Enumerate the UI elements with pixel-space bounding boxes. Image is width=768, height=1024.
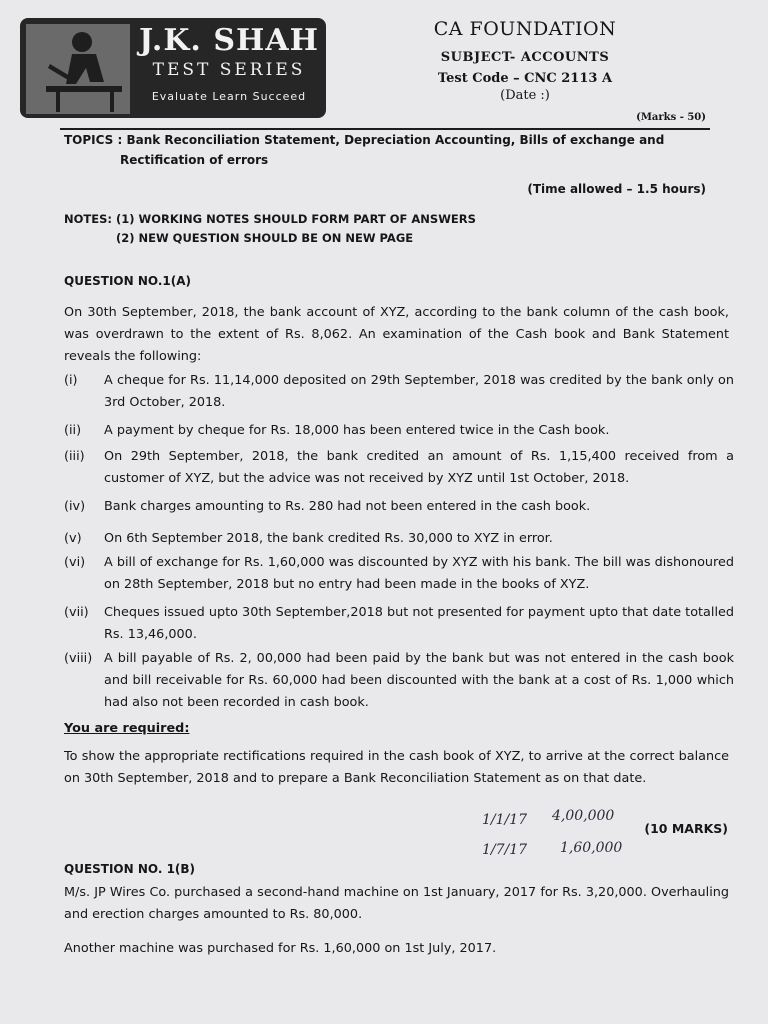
- list-item: [64, 648, 734, 714]
- question-1a-intro: On 30th September, 2018, the bank account of XYZ, according to the bank column of the cash book, was overdrawn to the extent of Rs. 8,062. An examination of the Cash book and Bank Statement reveals the following:: [64, 305, 729, 364]
- item-text: On 6th September 2018, the bank credited Rs. 30,000 to XYZ in error.: [104, 531, 553, 546]
- notes-line2: (2) NEW QUESTION SHOULD BE ON NEW PAGE: [116, 231, 414, 245]
- list-item: [64, 528, 734, 550]
- item-text: A cheque for Rs. 11,14,000 deposited on 29th September, 2018 was credited by the bank only on 3rd October, 2018.: [104, 373, 734, 410]
- item-number: (iv): [64, 499, 86, 514]
- handwritten-amount-1: 4,00,000: [552, 808, 615, 824]
- item-text: On 29th September, 2018, the bank credited an amount of Rs. 1,15,400 received from a customer of XYZ, but the advice was not received by XYZ until 1st October, 2018.: [104, 449, 734, 486]
- list-item: [64, 420, 734, 442]
- item-number: (vi): [64, 555, 86, 570]
- item-number: (viii): [64, 651, 93, 666]
- question-1b-heading: QUESTION NO. 1(B): [64, 862, 196, 876]
- logo-tagline: Evaluate Learn Succeed: [151, 90, 307, 103]
- topics-line2: Rectification of errors: [120, 153, 269, 167]
- required-label: You are required:: [64, 721, 190, 736]
- notes-line1: NOTES: (1) WORKING NOTES SHOULD FORM PART OF ANSWERS: [64, 212, 476, 226]
- question-marks: (10 MARKS): [644, 821, 728, 836]
- subject-title: SUBJECT- ACCOUNTS: [440, 50, 610, 65]
- notes: [64, 210, 476, 248]
- topics: [64, 130, 714, 170]
- question-1b-para2: Another machine was purchased for Rs. 1,60,000 on 1st July, 2017.: [64, 941, 497, 956]
- item-text: Cheques issued upto 30th September,2018 but not presented for payment upto that date totalled Rs. 13,46,000.: [104, 605, 734, 642]
- test-date: (Date :): [500, 88, 550, 103]
- course-title: CA FOUNDATION: [433, 18, 617, 40]
- list-item: [64, 552, 734, 596]
- topics-line1: Bank Reconciliation Statement, Depreciation Accounting, Bills of exchange and: [126, 133, 665, 147]
- student-at-desk-icon: [26, 24, 130, 114]
- time-allowed: (Time allowed – 1.5 hours): [527, 182, 706, 196]
- logo-brand: J.K. SHAH: [139, 23, 319, 58]
- jk-shah-logo: [20, 18, 326, 118]
- total-marks: (Marks - 50): [636, 112, 706, 123]
- question-1b-para1: M/s. JP Wires Co. purchased a second-hand machine on 1st January, 2017 for Rs. 3,20,000. Overhauling and erection charges amounted to Rs. 80,000.: [64, 885, 729, 922]
- item-number: (vii): [64, 605, 89, 620]
- item-text: Bank charges amounting to Rs. 280 had not been entered in the cash book.: [104, 499, 591, 514]
- item-number: (ii): [64, 423, 82, 438]
- item-text: A bill payable of Rs. 2, 00,000 had been paid by the bank but was not entered in the cash book and bill receivable for Rs. 60,000 had been discounted with the bank at a cost of Rs. 1,000 which had also not been recorded in cash book.: [104, 651, 734, 710]
- list-item: [64, 602, 734, 646]
- list-item: [64, 370, 734, 414]
- list-item: [64, 496, 734, 518]
- item-number: (v): [64, 531, 82, 546]
- handwritten-date-2: 1/7/17: [482, 842, 528, 858]
- list-item: [64, 446, 734, 490]
- item-text: A payment by cheque for Rs. 18,000 has been entered twice in the Cash book.: [104, 423, 610, 438]
- question-1a-heading: QUESTION NO.1(A): [64, 274, 192, 288]
- item-text: A bill of exchange for Rs. 1,60,000 was discounted by XYZ with his bank. The bill was dishonoured on 28th September, 2018 but no entry had been made in the books of XYZ.: [104, 555, 734, 592]
- handwritten-amount-2: 1,60,000: [560, 840, 623, 856]
- required-text: To show the appropriate rectifications required in the cash book of XYZ, to arrive at the correct balance on 30th September, 2018 and to prepare a Bank Reconciliation Statement as on that date.: [64, 749, 729, 786]
- item-number: (i): [64, 373, 78, 388]
- item-number: (iii): [64, 449, 85, 464]
- test-code: Test Code – CNC 2113 A: [437, 71, 613, 86]
- logo-series: TEST SERIES: [152, 60, 306, 80]
- paper-header: [410, 18, 640, 103]
- topics-label: TOPICS :: [64, 133, 123, 147]
- handwritten-date-1: 1/1/17: [482, 812, 528, 828]
